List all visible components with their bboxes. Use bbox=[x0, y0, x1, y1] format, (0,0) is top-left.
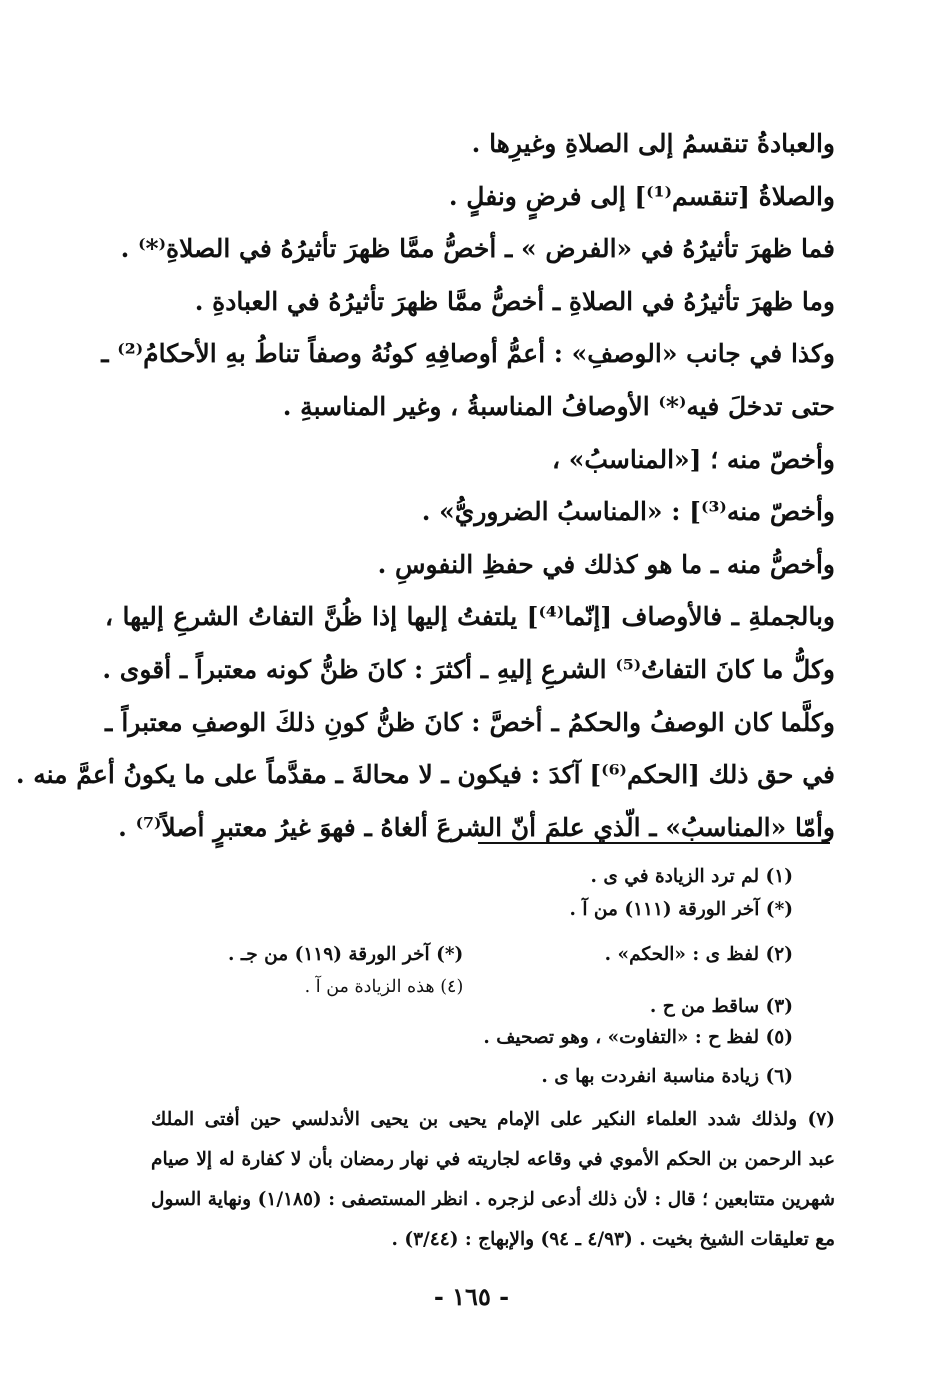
text-line: والعبادةُ تنقسمُ إلى الصلاةِ وغيرِها . bbox=[471, 129, 835, 158]
footnote-star-j: (*) آخر الورقة (١١٩) من جـ . bbox=[228, 944, 464, 965]
footnote-1: (١) لم ترد الزيادة في ى . bbox=[590, 866, 793, 887]
footnote-4: (٤) هذه الزيادة من آ . bbox=[304, 977, 464, 997]
footnote-7 bbox=[151, 1100, 835, 1260]
text-line: وأخصّ منه ؛ [«المناسبُ» ، bbox=[551, 444, 835, 474]
text-line: فما ظهرَ تأثيرُهُ في «الفرض » ـ أخصُّ ممَّا ظهرَ تأثيرُهُ في الصلاةِ⁽*⁾ . bbox=[120, 234, 835, 264]
footnote-group-lower bbox=[483, 1021, 793, 1093]
footnote-column-right bbox=[605, 938, 793, 971]
text-line: وأخصّ منه⁽³⁾] : «المناسبُ الضروريُّ» . bbox=[421, 497, 835, 527]
footnote-7-line: (٧) ولذلك شدد العلماء النكير على الإمام يحيى بن يحيى الأندلسي حين أفتى الملك bbox=[151, 1109, 835, 1130]
text-line: والصلاةُ [تنقسم⁽¹⁾] إلى فرضٍ ونفلٍ . bbox=[448, 181, 835, 211]
page-number: - ١٦٥ - bbox=[433, 1282, 510, 1311]
text-line: حتى تدخلَ فيه⁽*⁾ الأوصافُ المناسبةُ ، وغير المناسبةِ . bbox=[282, 391, 835, 421]
footnote-group-top bbox=[569, 860, 793, 926]
footnote-column-left bbox=[228, 938, 463, 1004]
text-line: وأخصُّ منه ـ ما هو كذلك في حفظِ النفوسِ . bbox=[377, 549, 835, 579]
text-line: وأمّا «المناسبُ» ـ الّذي علمَ أنّ الشرعَ ألغاهُ ـ فهوَ غيرُ معتبرٍ أصلاً⁽⁷⁾ . bbox=[118, 812, 835, 842]
text-line: في حق ذلك [الحكم⁽⁶⁾] آكدَ : فيكون ـ لا محالةَ ـ مقدَّماً على ما يكونُ أعمَّ منه . bbox=[15, 760, 835, 790]
footnote-6: (٦) زيادة مناسبة انفردت بها ى . bbox=[541, 1066, 793, 1087]
footnote-3: (٣) ساقط من ح . bbox=[649, 996, 793, 1017]
text-line: وبالجملةِ ـ فالأوصاف [إنّما⁽⁴⁾] يلتفتُ إليها إذا ظُنَّ التفاتُ الشرعِ إليها ، bbox=[105, 602, 835, 632]
footnote-7-line: شهرين متتابعين ؛ قال : لأن ذلك أدعى لزجره . انظر المستصفى : (١/١٨٥) ونهاية السول bbox=[151, 1189, 835, 1210]
text-line: وما ظهرَ تأثيرُهُ في الصلاةِ ـ أخصُّ ممَّا ظهرَ تأثيرُهُ في العبادةِ . bbox=[194, 286, 835, 316]
footnote-star-a: (*) آخر الورقة (١١١) من آ . bbox=[569, 899, 793, 920]
text-line: وكذا في جانب «الوصفِ» : أعمُّ أوصافِهِ كونُهُ وصفاً تناطُ بهِ الأحكامُ⁽²⁾ ـ bbox=[101, 339, 835, 369]
text-line: وكلَّما كان الوصفُ والحكمُ ـ أخصَّ : كانَ ظنُّ كونِ ذلكَ الوصفِ معتبراً ـ bbox=[105, 707, 835, 737]
text-line: وكلُّ ما كانَ التفاتُ⁽⁵⁾ الشرعِ إليهِ ـ أكثرَ : كانَ ظنُّ كونه معتبراً ـ أقوى . bbox=[102, 654, 835, 684]
main-text-body bbox=[15, 118, 835, 854]
footnote-7-line: مع تعليقات الشيخ بخيت . (٤/٩٣ ـ ٩٤) والإبهاج : (٣/٤٤) . bbox=[391, 1229, 835, 1250]
footnote-2: (٢) لفظ ى : «الحكم» . bbox=[604, 944, 793, 965]
footnote-7-line: عبد الرحمن بن الحكم الأموي في وقاعه لجاريته في نهار رمضان بأن لا كفارة له إلا صيام bbox=[151, 1149, 835, 1170]
footnote-5: (٥) لفظ ح : «التفاوت» ، وهو تصحيف . bbox=[483, 1027, 793, 1048]
footnote-divider bbox=[478, 842, 830, 844]
